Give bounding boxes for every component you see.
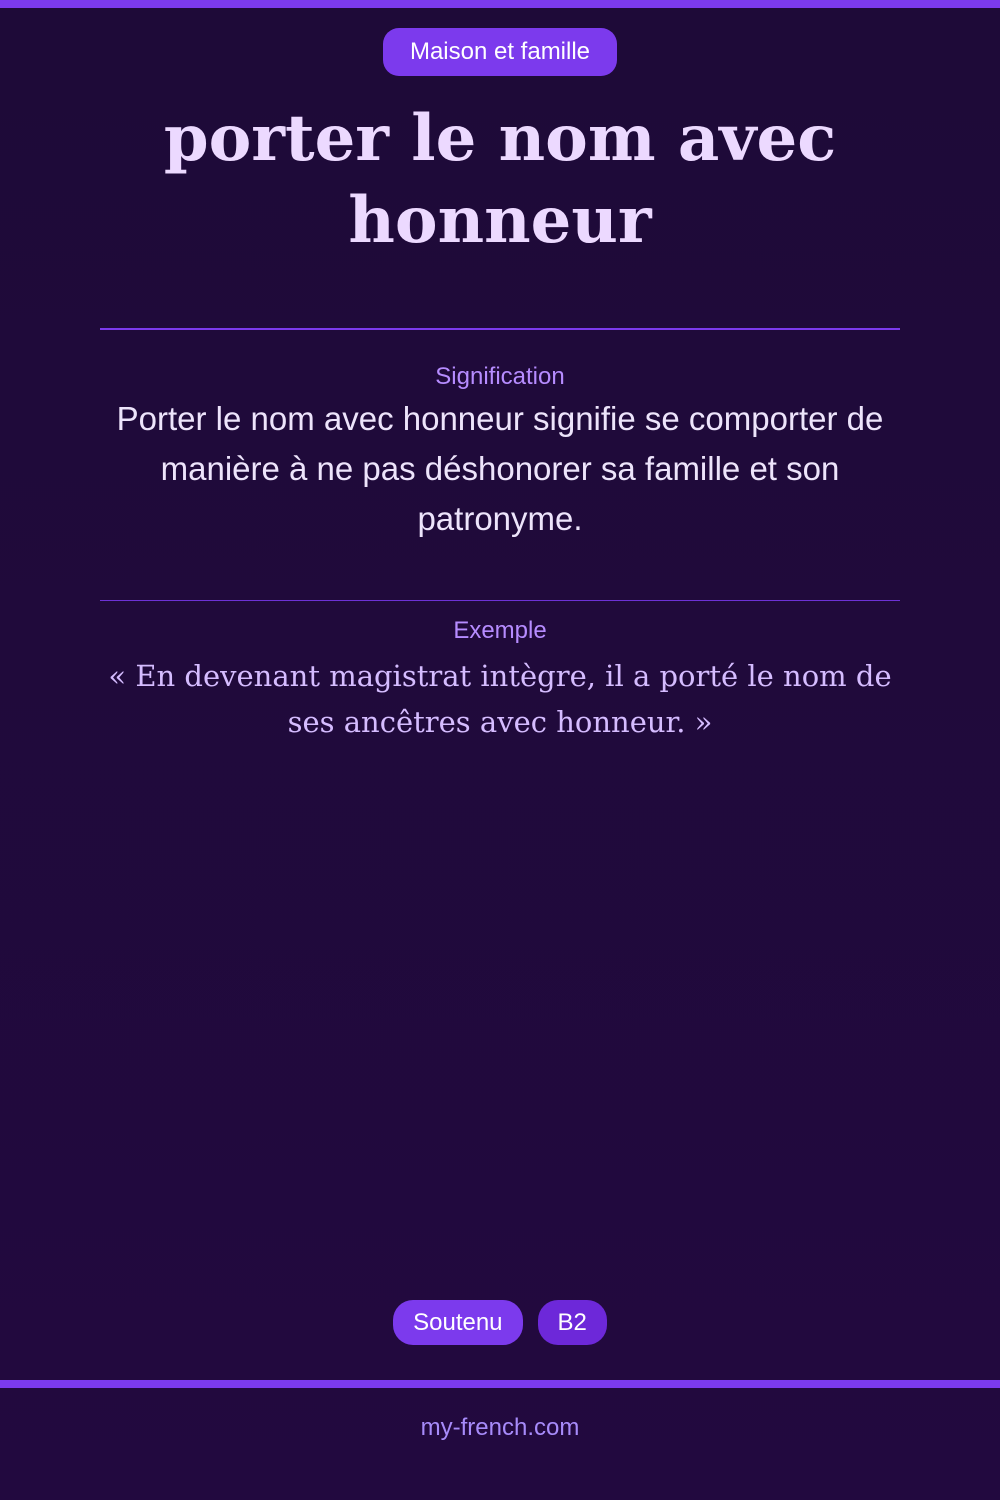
tag-list bbox=[0, 1300, 1000, 1345]
category-badge: Maison et famille bbox=[383, 28, 617, 76]
section-divider bbox=[100, 600, 900, 601]
site-footer: my-french.com bbox=[420, 1414, 580, 1441]
register-tag: Soutenu bbox=[393, 1300, 522, 1345]
example-label: Exemple bbox=[453, 617, 547, 644]
level-tag: B2 bbox=[538, 1300, 607, 1345]
top-accent-bar bbox=[0, 0, 1000, 8]
meaning-text: Porter le nom avec honneur signifie se comporter de manière à ne pas déshonorer sa famille et son patronyme. bbox=[116, 400, 884, 537]
example-text: « En devenant magistrat intègre, il a porté le nom de ses ancêtres avec honneur. » bbox=[108, 659, 892, 739]
meaning-label: Signification bbox=[435, 363, 565, 390]
title-divider bbox=[100, 328, 900, 330]
expression-title: porter le nom avec honneur bbox=[163, 101, 837, 258]
bottom-accent-bar bbox=[0, 1380, 1000, 1388]
